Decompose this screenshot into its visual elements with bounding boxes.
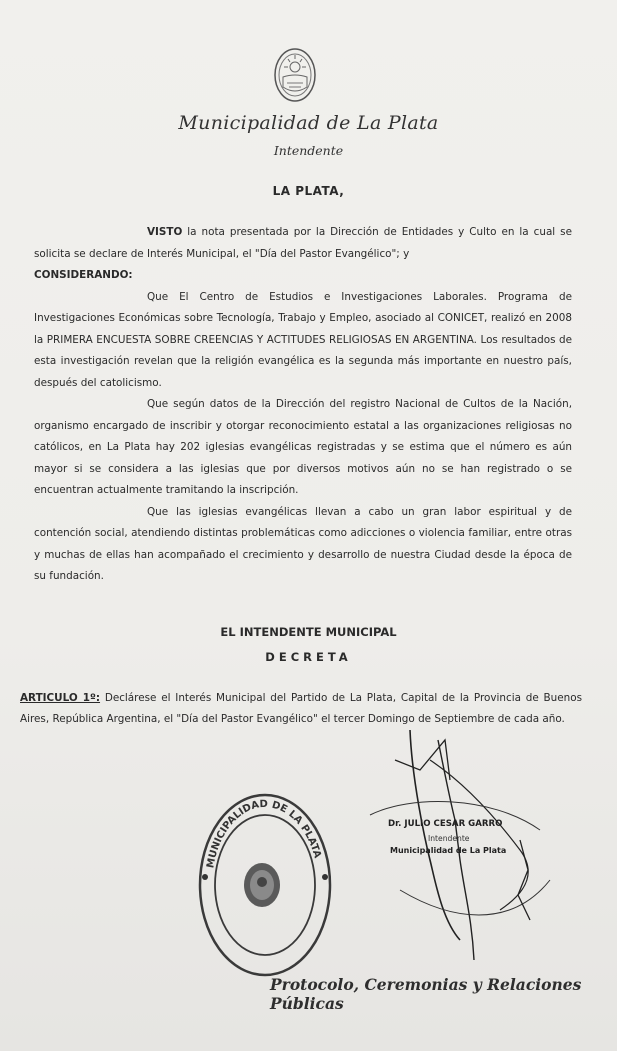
article-text: Declárese el Interés Municipal del Partido de La Plata, Capital de la Provincia de Buenos Aires, República Argentina, el "Día del Pastor Evangélico" el tercer Domingo de Septiembre de cada año. bbox=[20, 692, 582, 725]
signer-role: Intendente bbox=[428, 834, 470, 843]
decree-authority-heading: EL INTENDENTE MUNICIPAL bbox=[220, 625, 397, 639]
considerando-paragraph-2: Que según datos de la Dirección del registro Nacional de Cultos de la Nación, organismo encargado de inscribir y otorgar reconocimiento estatal a las organizaciones religiosas no católicos, en La Plata hay 202 iglesias evangélicas registradas y se estima que el número es aún mayor si se considera a las iglesias que por diversos motivos aún no se han registrado o se encuentran actualmente tramitando la inscripción. bbox=[34, 398, 572, 496]
considerando-paragraph-1: Que El Centro de Estudios e Investigaciones Laborales. Programa de Investigaciones Económicas sobre Tecnología, Trabajo y Empleo, asociado al CONICET, realizó en 2008 la PRIMERA ENCUESTA SOBRE CREENCIAS Y ACTITUDES RELIGIOSAS EN ARGENTINA. Los resultados de esta investigación revelan que la religión evangélica es la segunda más importante en nuestro país, después del catolicismo. bbox=[34, 290, 572, 389]
article-label: ARTICULO 1º: bbox=[20, 692, 101, 704]
considerando-paragraph-3: Que las iglesias evangélicas llevan a cabo un gran labor espiritual y de contención social, atendiendo distintas problemáticas como adicciones o violencia familiar, entre otras y muchas de ellas han acompañado el crecimiento y desarrollo de nuestra Ciudad desde la época de su fundación. bbox=[34, 505, 572, 582]
municipal-crest-icon bbox=[270, 45, 320, 105]
decree-body bbox=[34, 222, 572, 588]
considerando-label: CONSIDERANDO: bbox=[34, 269, 133, 281]
municipal-seal-stamp bbox=[190, 785, 340, 985]
issuer-subtitle: Intendente bbox=[273, 143, 344, 158]
city-heading: LA PLATA, bbox=[272, 184, 345, 198]
visto-paragraph bbox=[34, 222, 572, 265]
visto-text: la nota presentada por la Dirección de Entidades y Culto en la cual se solicita se declare de Interés Municipal, el "Día del Pastor Evangélico"; y bbox=[34, 226, 572, 260]
issuer-title: Municipalidad de La Plata bbox=[178, 112, 439, 134]
svg-text:MUNICIPALIDAD DE LA PLATA: MUNICIPALIDAD DE LA PLATA bbox=[205, 798, 323, 870]
decree-verb: DECRETA bbox=[265, 650, 352, 664]
visto-label: VISTO bbox=[147, 226, 183, 238]
signer-name: Dr. JULIO CESAR GARRO bbox=[388, 819, 503, 829]
signer-municipality: Municipalidad de La Plata bbox=[390, 846, 507, 855]
office-footer: Protocolo, Ceremonias y Relaciones Públicas bbox=[270, 975, 582, 1013]
